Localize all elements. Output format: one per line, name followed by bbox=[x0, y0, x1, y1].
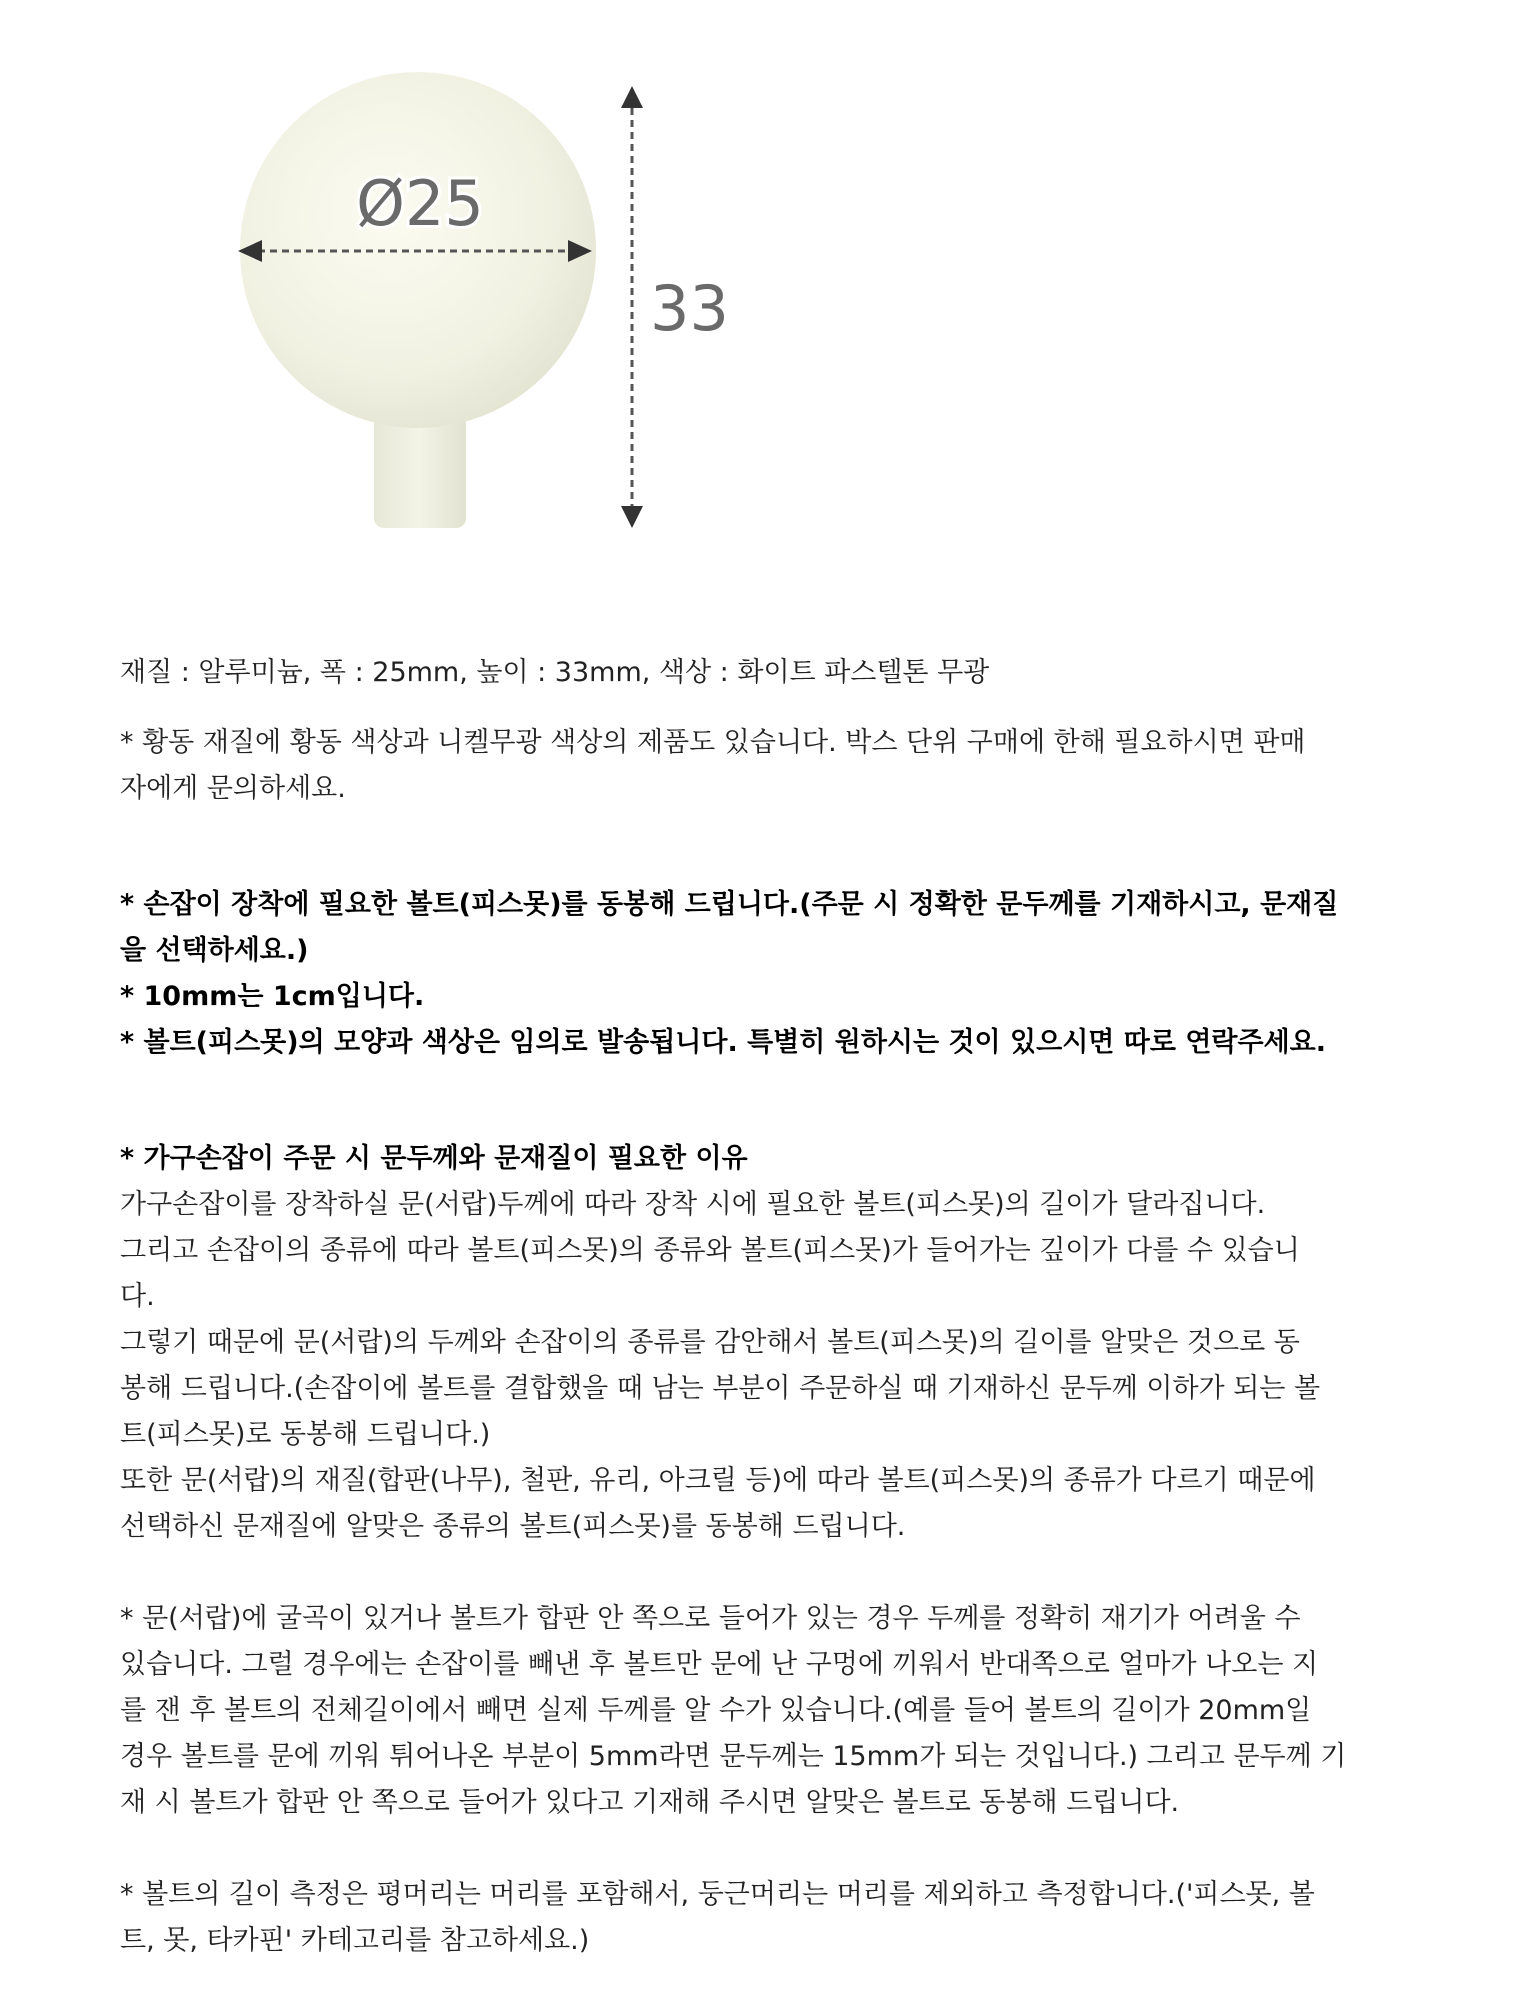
reason-line: 그렇기 때문에 문(서랍)의 두께와 손잡이의 종류를 감안해서 볼트(피스못)의 길이를 알맞은 것으로 동 bbox=[120, 1327, 1300, 1358]
diameter-label: Ø25 bbox=[356, 167, 484, 240]
reason-line: 선택하신 문재질에 알맞은 종류의 볼트(피스못)를 동봉해 드립니다. bbox=[120, 1511, 906, 1542]
measure-note-line: 경우 볼트를 문에 끼워 튀어나온 부분이 5mm라면 문두께는 15mm가 되는 것입니다.) 그리고 문두께 기 bbox=[120, 1741, 1347, 1772]
height-arrow-bottom bbox=[621, 506, 643, 528]
reason-line: 트(피스못)로 동봉해 드립니다.) bbox=[120, 1419, 491, 1450]
reason-line: 다. bbox=[120, 1281, 155, 1312]
brass-note-line: 자에게 문의하세요. bbox=[120, 773, 346, 804]
description bbox=[120, 650, 1420, 1964]
unit-note: * 10mm는 1cm입니다. bbox=[120, 981, 425, 1012]
bolt-included-note: * 손잡이 장착에 필요한 볼트(피스못)를 동봉해 드립니다.(주문 시 정확한 문두께를 기재하시고, 문재질 bbox=[120, 889, 1339, 920]
measure-note-line: 있습니다. 그럴 경우에는 손잡이를 빼낸 후 볼트만 문에 난 구멍에 끼워서 반대쪽으로 얼마가 나오는 지 bbox=[120, 1649, 1319, 1680]
reason-line: 가구손잡이를 장착하실 문(서랍)두께에 따라 장착 시에 필요한 볼트(피스못)의 길이가 달라집니다. bbox=[120, 1189, 1266, 1220]
product-dimension-figure bbox=[0, 0, 1531, 600]
measure-note-line: 를 잰 후 볼트의 전체길이에서 빼면 실제 두께를 알 수가 있습니다.(예를 들어 볼트의 길이가 20mm일 bbox=[120, 1695, 1312, 1726]
measure-note-line: 재 시 볼트가 합판 안 쪽으로 들어가 있다고 기재해 주시면 알맞은 볼트로 동봉해 드립니다. bbox=[120, 1787, 1180, 1818]
reason-line: 봉해 드립니다.(손잡이에 볼트를 결합했을 때 남는 부분이 주문하실 때 기재하신 문두께 이하가 되는 볼 bbox=[120, 1373, 1321, 1404]
reason-line: 또한 문(서랍)의 재질(합판(나무), 철판, 유리, 아크릴 등)에 따라 볼트(피스못)의 종류가 다르기 때문에 bbox=[120, 1465, 1316, 1496]
height-arrow-top bbox=[621, 86, 643, 108]
reason-line: 그리고 손잡이의 종류에 따라 볼트(피스못)의 종류와 볼트(피스못)가 들어가는 깊이가 다를 수 있습니 bbox=[120, 1235, 1300, 1266]
bolt-shape-note: * 볼트(피스못)의 모양과 색상은 임의로 발송됩니다. 특별히 원하시는 것이 있으시면 따로 연락주세요. bbox=[120, 1027, 1326, 1058]
reason-heading: * 가구손잡이 주문 시 문두께와 문재질이 필요한 이유 bbox=[120, 1143, 748, 1174]
bolt-included-note: 을 선택하세요.) bbox=[120, 935, 309, 966]
height-label: 33 bbox=[650, 272, 729, 345]
bolt-length-note-line: * 볼트의 길이 측정은 평머리는 머리를 포함해서, 둥근머리는 머리를 제외하고 측정합니다.('피스못, 볼 bbox=[120, 1879, 1315, 1910]
measure-note-line: * 문(서랍)에 굴곡이 있거나 볼트가 합판 안 쪽으로 들어가 있는 경우 두께를 정확히 재기가 어려울 수 bbox=[120, 1603, 1301, 1634]
spec-line: 재질 : 알루미늄, 폭 : 25mm, 높이 : 33mm, 색상 : 화이트 파스텔톤 무광 bbox=[120, 657, 990, 688]
knob-diagram bbox=[0, 0, 1531, 600]
brass-note-line: * 황동 재질에 황동 색상과 니켈무광 색상의 제품도 있습니다. 박스 단위 구매에 한해 필요하시면 판매 bbox=[120, 727, 1306, 758]
bolt-length-note-line: 트, 못, 타카핀' 카테고리를 참고하세요.) bbox=[120, 1925, 590, 1956]
